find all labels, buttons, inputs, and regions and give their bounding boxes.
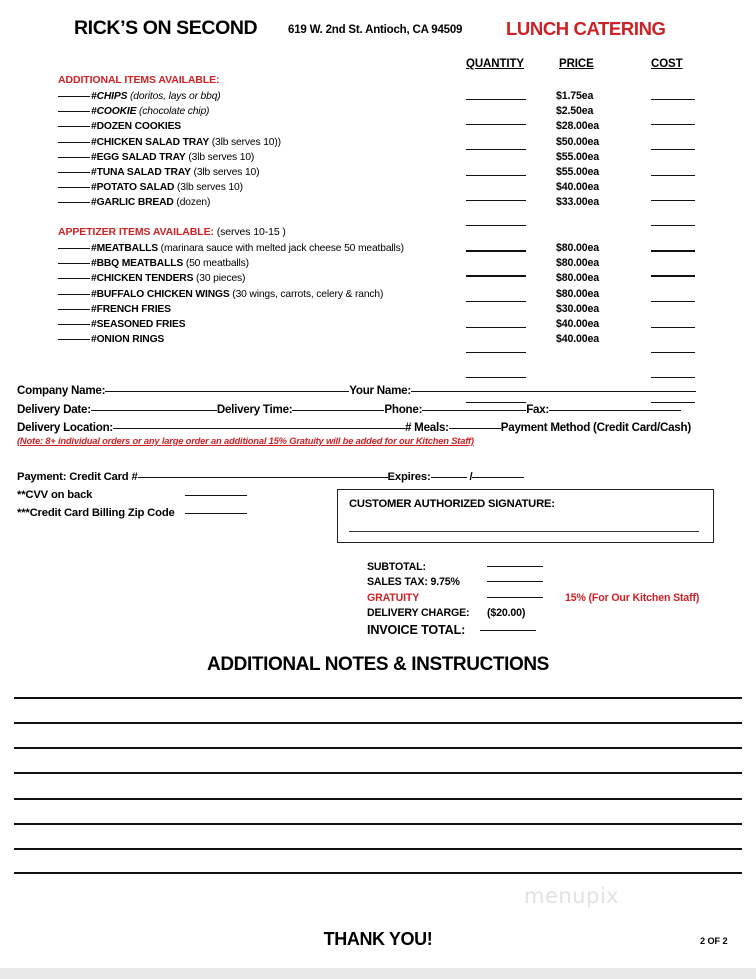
phone-input[interactable] [422,410,526,411]
item-description: (50 meatballs) [183,258,249,270]
item-description: (doritos, lays or bbq) [127,91,221,102]
signature-line[interactable] [349,531,699,532]
signature-box[interactable] [337,489,714,543]
total-row [367,560,747,575]
item-checkbox-blank[interactable] [58,294,90,295]
price-cell: $80.00ea [556,242,599,254]
quantity-cell[interactable] [466,225,530,240]
viewer-bottom-strip [0,968,756,979]
total-value: ($20.00) [487,606,526,619]
item-description: (dozen) [173,197,211,209]
total-row [367,591,747,606]
item-description: (3lb serves 10) [190,166,260,178]
item-checkbox-blank[interactable] [58,339,90,340]
company-name-label: Company Name: [17,384,106,397]
billing-zip-label: ***Credit Card Billing Zip Code [17,507,175,519]
item-row [58,119,458,134]
quantity-cell[interactable] [466,175,530,190]
credit-card-label: Payment: Credit Card # [17,471,138,483]
quantity-cell[interactable] [466,327,530,342]
expires-month-input[interactable] [431,477,467,478]
item-checkbox-blank[interactable] [58,202,90,203]
meals-input[interactable] [449,428,501,429]
item-description: (chocolate chip) [136,106,210,118]
item-row [58,104,458,119]
cvv-input[interactable] [185,495,247,496]
totals-section [367,560,747,640]
notes-write-line[interactable] [14,798,742,800]
cost-cell[interactable] [651,225,697,240]
quantity-cell[interactable] [466,200,530,215]
expires-year-input[interactable] [472,477,524,478]
delivery-time-label: Delivery Time: [216,402,293,416]
business-name: RICK’S ON SECOND [74,17,258,39]
item-checkbox-blank[interactable] [58,309,90,310]
business-address: 619 W. 2nd St. Antioch, CA 94509 [288,24,463,36]
column-header-quantity: QUANTITY [466,58,524,70]
notes-write-line[interactable] [14,747,742,749]
item-name: #GARLIC BREAD [91,197,174,209]
item-row [58,256,458,271]
item-row [58,180,458,195]
delivery-date-label: Delivery Date: [17,402,91,416]
item-checkbox-blank[interactable] [58,324,90,325]
item-name: #BUFFALO CHICKEN WINGS [91,288,230,300]
notes-write-line[interactable] [14,722,742,724]
quantity-cell[interactable] [466,301,530,316]
page-number: 2 OF 2 [700,936,728,946]
quantity-cell[interactable] [466,99,530,114]
additional-items-list [58,89,458,211]
item-row [58,165,458,180]
delivery-location-input[interactable] [113,428,405,429]
item-checkbox-blank[interactable] [58,263,90,264]
item-name: #CHIPS [91,91,128,102]
credit-card-number-input[interactable] [138,477,388,478]
item-checkbox-blank[interactable] [58,96,90,97]
total-row [367,621,747,640]
cost-cell[interactable] [651,124,697,139]
company-and-name-row [17,382,739,401]
item-row [58,317,458,332]
billing-zip-input[interactable] [185,513,247,514]
item-checkbox-blank[interactable] [58,187,90,188]
price-cell: $80.00ea [556,257,599,270]
item-row [58,135,458,150]
item-row [58,150,458,165]
item-name: #ONION RINGS [91,334,165,346]
signature-label: CUSTOMER AUTHORIZED SIGNATURE: [349,498,555,510]
your-name-input[interactable] [411,391,696,392]
additional-items-heading-text: ADDITIONAL ITEMS AVAILABLE: [58,74,220,86]
item-name: #COOKIE [91,106,137,118]
item-name: #TUNA SALAD TRAY [91,166,191,178]
expires-separator: / [469,471,473,483]
phone-label: Phone: [384,402,423,416]
delivery-datetime-row [17,401,739,420]
meals-label: # Meals: [405,421,449,434]
appetizer-items-heading-suffix: (serves 10-15 ) [213,226,286,238]
item-name: #CHICKEN SALAD TRAY [91,136,210,148]
total-label: INVOICE TOTAL: [367,623,466,638]
item-description: (3lb serves 10) [185,151,255,163]
delivery-time-input[interactable] [292,410,384,411]
company-name-input[interactable] [105,391,349,392]
notes-write-line[interactable] [14,772,742,774]
item-row [58,195,458,210]
notes-write-line[interactable] [14,848,742,850]
total-value[interactable] [487,591,553,606]
item-checkbox-blank[interactable] [58,126,90,127]
price-cell: $40.00ea [556,317,599,330]
customer-info-form [17,382,739,438]
price-cell: $28.00ea [556,120,599,133]
item-row [58,332,458,347]
column-header-price: PRICE [559,58,594,70]
notes-write-line[interactable] [14,823,742,825]
cost-cell[interactable] [651,251,697,266]
item-description: (3lb serves 10) [174,182,243,194]
notes-heading: ADDITIONAL NOTES & INSTRUCTIONS [207,654,549,675]
item-description: (30 wings, carrots, celery & ranch) [229,288,384,300]
item-row [58,241,458,256]
cost-cell[interactable] [651,149,697,164]
catering-title: LUNCH CATERING [506,18,666,39]
your-name-label: Your Name: [349,384,411,397]
price-cell: $1.75ea [556,90,594,102]
appetizer-items-list [58,241,458,347]
form-header [0,8,756,40]
appetizer-items-heading-text: APPETIZER ITEMS AVAILABLE: [58,226,214,238]
thank-you-text: THANK YOU! [323,929,433,949]
quantity-cell[interactable] [466,149,530,164]
item-name: #BBQ MEATBALLS [91,258,184,270]
price-cell: $50.00ea [556,135,599,148]
appetizer-items-price-column [556,241,636,347]
additional-items-heading [58,74,219,86]
cost-cell[interactable] [651,276,697,291]
delivery-location-label: Delivery Location: [17,421,114,434]
item-row [58,302,458,317]
item-name: #CHICKEN TENDERS [91,273,194,285]
total-row [367,575,747,590]
price-cell: $2.50ea [556,105,594,118]
payment-method-label: Payment Method (Credit Card/Cash) [500,421,691,434]
price-cell: $55.00ea [556,165,599,178]
price-cell: $40.00ea [556,333,599,346]
item-description: (marinara sauce with melted jack cheese 50 meatballs) [157,243,404,254]
cost-cell[interactable] [651,200,697,215]
price-cell: $80.00ea [556,272,599,285]
cost-cell[interactable] [651,352,697,367]
delivery-date-input[interactable] [91,410,217,411]
notes-write-line[interactable] [14,697,742,699]
item-name: #MEATBALLS [91,243,158,254]
menupix-watermark: menupix [524,884,620,908]
item-name: #DOZEN COOKIES [91,121,182,133]
total-note: 15% (For Our Kitchen Staff) [565,591,700,604]
quantity-cell[interactable] [466,124,530,139]
item-name: #POTATO SALAD [91,182,175,194]
total-label: GRATUITY [367,591,420,604]
total-label: SUBTOTAL: [367,561,426,573]
quantity-cell[interactable] [466,251,530,266]
total-row [367,606,747,621]
price-cell: $80.00ea [556,287,599,300]
cost-cell[interactable] [651,327,697,342]
additional-items-price-column [556,89,636,211]
cost-cell[interactable] [651,175,697,190]
total-label: SALES TAX: 9.75% [367,576,460,589]
price-cell: $30.00ea [556,302,599,315]
quantity-cell[interactable] [466,276,530,291]
cost-cell[interactable] [651,301,697,316]
item-checkbox-blank[interactable] [58,157,90,158]
price-cell: $33.00ea [556,196,599,209]
gratuity-note: (Note: 8+ individual orders or any large order an additional 15% Gratuity will be added for our Kitchen Staff) [17,435,474,446]
item-checkbox-blank[interactable] [58,111,90,112]
price-cell: $55.00ea [556,150,599,163]
item-row [58,271,458,286]
price-cell: $40.00ea [556,181,599,194]
item-checkbox-blank[interactable] [58,278,90,279]
total-label: DELIVERY CHARGE: [367,606,470,619]
column-header-cost: COST [651,58,683,70]
notes-write-line[interactable] [14,872,742,874]
item-row [58,89,458,104]
fax-label: Fax: [526,402,550,416]
item-description: (30 pieces) [193,273,246,285]
item-checkbox-blank[interactable] [58,172,90,173]
cost-cell[interactable] [651,99,697,114]
item-checkbox-blank[interactable] [58,248,90,249]
appetizer-items-heading [58,226,286,238]
credit-card-row [17,468,524,486]
item-description: (3lb serves 10)) [209,136,281,148]
item-checkbox-blank[interactable] [58,142,90,143]
item-name: #EGG SALAD TRAY [91,151,186,163]
expires-label: Expires: [387,471,431,483]
total-value[interactable] [487,575,553,590]
item-name: #SEASONED FRIES [91,318,186,330]
cvv-label: **CVV on back [17,489,93,501]
item-name: #FRENCH FRIES [91,303,171,315]
total-value[interactable] [480,621,546,640]
total-value[interactable] [487,560,553,575]
fax-input[interactable] [549,410,681,411]
quantity-cell[interactable] [466,352,530,367]
item-row [58,287,458,302]
